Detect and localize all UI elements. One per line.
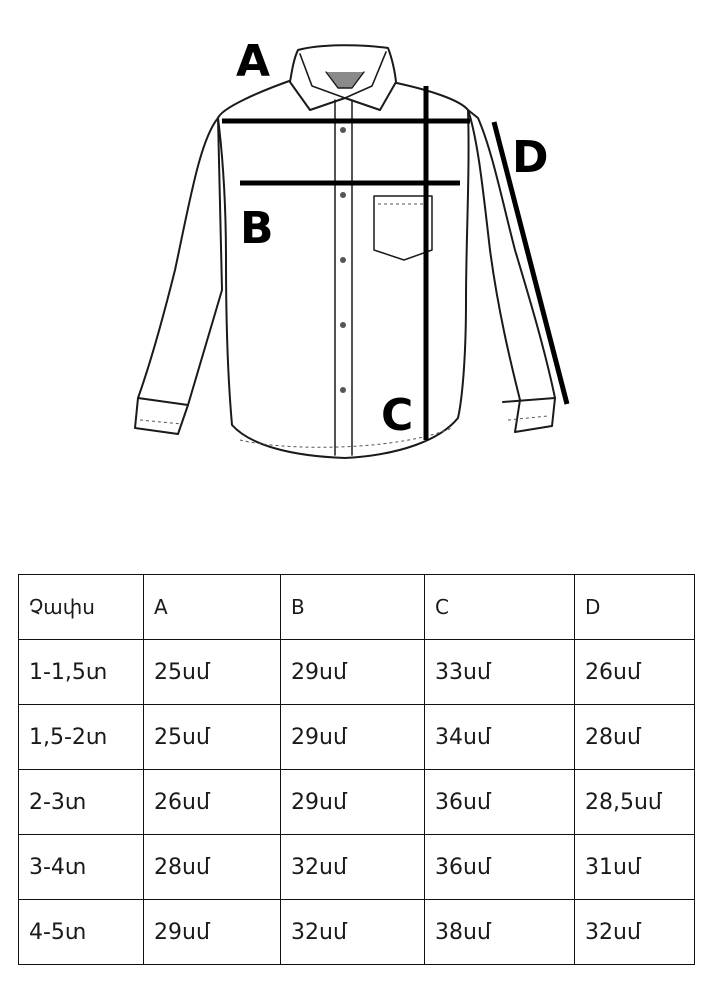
shirt-outline <box>135 45 555 458</box>
header-cell-size: Չափս <box>19 575 144 640</box>
table-row <box>19 705 695 770</box>
table-cell: 38սմ <box>425 900 575 965</box>
table-cell: 4-5տ <box>19 900 144 965</box>
table-cell: 32սմ <box>281 900 425 965</box>
table-cell: 36սմ <box>425 835 575 900</box>
table-row <box>19 640 695 705</box>
table-cell: 1,5-2տ <box>19 705 144 770</box>
table-row <box>19 900 695 965</box>
label-d: D <box>512 132 549 183</box>
table-cell: 2-3տ <box>19 770 144 835</box>
label-c: C <box>381 390 414 441</box>
table-cell: 26սմ <box>575 640 695 705</box>
table-cell: 28սմ <box>144 835 281 900</box>
size-table <box>18 574 695 965</box>
table-row <box>19 770 695 835</box>
table-cell: 28,5սմ <box>575 770 695 835</box>
table-cell: 31սմ <box>575 835 695 900</box>
table-cell: 26սմ <box>144 770 281 835</box>
table-cell: 28սմ <box>575 705 695 770</box>
table-cell: 3-4տ <box>19 835 144 900</box>
table-header-row <box>19 575 695 640</box>
header-cell-d: D <box>575 575 695 640</box>
table-cell: 29սմ <box>281 640 425 705</box>
table-cell: 29սմ <box>281 770 425 835</box>
table-cell: 1-1,5տ <box>19 640 144 705</box>
table-row <box>19 835 695 900</box>
table-cell: 36սմ <box>425 770 575 835</box>
table-cell: 34սմ <box>425 705 575 770</box>
table-cell: 25սմ <box>144 640 281 705</box>
table-cell: 25սմ <box>144 705 281 770</box>
table-cell: 32սմ <box>281 835 425 900</box>
table-cell: 29սմ <box>281 705 425 770</box>
header-cell-c: C <box>425 575 575 640</box>
table-cell: 32սմ <box>575 900 695 965</box>
label-a: A <box>236 36 271 87</box>
header-cell-b: B <box>281 575 425 640</box>
table-cell: 29սմ <box>144 900 281 965</box>
table-cell: 33սմ <box>425 640 575 705</box>
header-cell-a: A <box>144 575 281 640</box>
label-b: B <box>240 203 274 254</box>
